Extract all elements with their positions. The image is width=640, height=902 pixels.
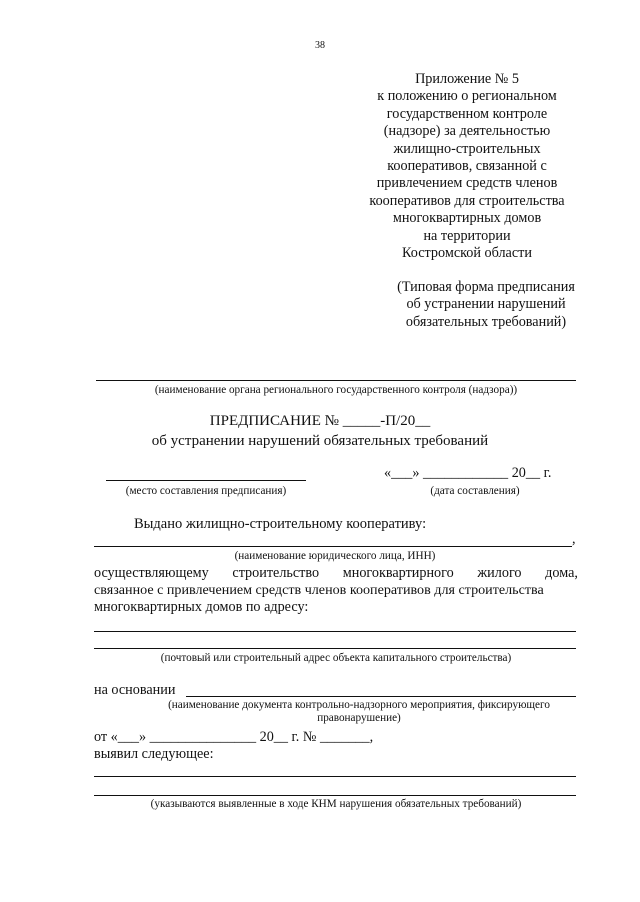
activity-word: многоквартирного bbox=[342, 565, 454, 581]
issued-to: Выдано жилищно-строительному кооперативу: bbox=[134, 516, 427, 532]
address-line-1 bbox=[94, 631, 576, 632]
basis-caption bbox=[136, 699, 582, 725]
typical-form-note bbox=[374, 279, 598, 331]
appendix-block bbox=[330, 71, 604, 262]
activity-word: строительство bbox=[232, 565, 320, 581]
typical-form-line: обязательных требований) bbox=[405, 313, 567, 330]
basis-caption-line-1: (наименование документа контрольно-надзорного мероприятия, фиксирующего bbox=[168, 699, 550, 711]
legal-entity-caption: (наименование юридического лица, ИНН) bbox=[234, 550, 436, 562]
basis-caption-line-2: правонарушение) bbox=[317, 712, 401, 724]
violations-line-2 bbox=[94, 795, 576, 796]
appendix-line: многоквартирных домов bbox=[392, 210, 542, 227]
appendix-line: кооперативов для строительства bbox=[369, 192, 565, 209]
activity-word: осуществляющему bbox=[94, 565, 209, 581]
activity-word: жилого bbox=[477, 565, 522, 581]
appendix-line: государственном контроле bbox=[386, 105, 548, 122]
activity-line-1 bbox=[94, 565, 578, 582]
from-line: от «___» _______________ 20__ г. № _______, bbox=[94, 729, 374, 745]
activity-line-2: связанное с привлечением средств членов кооперативов для строительства bbox=[94, 582, 544, 598]
date-field: «___» ____________ 20__ г. bbox=[384, 465, 552, 481]
appendix-line: кооперативов, связанной с bbox=[387, 158, 547, 175]
appendix-line: на территории bbox=[423, 227, 511, 244]
authority-caption: (наименование органа регионального государственного контроля (надзора)) bbox=[154, 384, 518, 396]
revealed-label: выявил следующее: bbox=[94, 746, 214, 762]
basis-line bbox=[186, 696, 576, 697]
title-line-1: ПРЕДПИСАНИЕ № _____-П/20__ bbox=[209, 413, 431, 429]
basis-label: на основании bbox=[94, 682, 176, 698]
typical-form-line: (Типовая форма предписания bbox=[397, 279, 575, 295]
appendix-line: Приложение № 5 bbox=[415, 71, 519, 87]
appendix-line: (надзоре) за деятельностью bbox=[383, 123, 551, 140]
place-caption: (место составления предписания) bbox=[125, 485, 287, 497]
date-caption: (дата составления) bbox=[430, 485, 520, 497]
appendix-line: жилищно-строительных bbox=[393, 140, 541, 157]
activity-word: дома, bbox=[545, 565, 578, 581]
appendix-line: к положению о региональном bbox=[377, 88, 557, 105]
place-line bbox=[106, 480, 306, 481]
violations-line-1 bbox=[94, 776, 576, 777]
document-title bbox=[0, 411, 640, 451]
address-line-2 bbox=[94, 648, 576, 649]
appendix-line: Костромской области bbox=[402, 245, 532, 262]
comma: , bbox=[572, 531, 576, 547]
typical-form-line: об устранении нарушений bbox=[406, 296, 566, 313]
page-number: 38 bbox=[315, 40, 325, 51]
violations-caption: (указываются выявленные в ходе КНМ нарушения обязательных требований) bbox=[150, 798, 522, 810]
authority-line bbox=[96, 380, 576, 381]
appendix-line: привлечением средств членов bbox=[376, 175, 558, 192]
legal-entity-line bbox=[94, 546, 572, 547]
activity-line-3: многоквартирных домов по адресу: bbox=[94, 599, 309, 615]
title-line-2: об устранении нарушений обязательных требований bbox=[151, 433, 489, 449]
address-caption: (почтовый или строительный адрес объекта капитального строительства) bbox=[160, 652, 512, 664]
